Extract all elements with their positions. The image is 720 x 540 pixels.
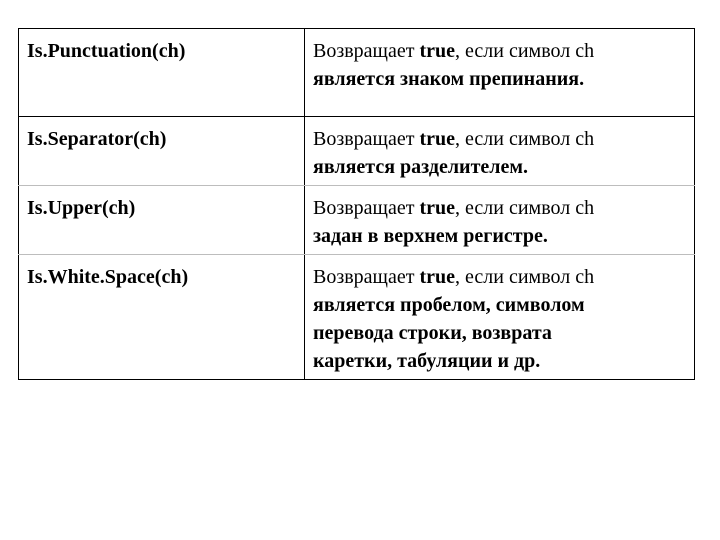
description-line: является пробелом, символом — [313, 294, 585, 316]
method-description — [305, 255, 695, 380]
table-row — [19, 186, 695, 255]
method-name: Is.White.Space(ch) — [19, 255, 305, 380]
description-line: каретки, табуляции и др. — [313, 350, 541, 372]
description-line: перевода строки, возврата — [313, 322, 552, 344]
table-row — [19, 29, 695, 117]
method-name: Is.Upper(ch) — [19, 186, 305, 255]
description-line: задан в верхнем регистре. — [313, 225, 548, 247]
description-line: Возвращает true, если символ ch — [313, 128, 595, 150]
description-line: Возвращает true, если символ ch — [313, 197, 595, 219]
table-row — [19, 117, 695, 186]
method-description — [305, 186, 695, 255]
description-line: является знаком препинания. — [313, 68, 585, 90]
method-name: Is.Separator(ch) — [19, 117, 305, 186]
method-description — [305, 29, 695, 117]
description-line: Возвращает true, если символ ch — [313, 266, 595, 288]
method-name: Is.Punctuation(ch) — [19, 29, 305, 117]
methods-table — [18, 28, 695, 380]
method-description — [305, 117, 695, 186]
description-line: Возвращает true, если символ ch — [313, 40, 595, 62]
description-line: является разделителем. — [313, 156, 528, 178]
table-row — [19, 255, 695, 380]
